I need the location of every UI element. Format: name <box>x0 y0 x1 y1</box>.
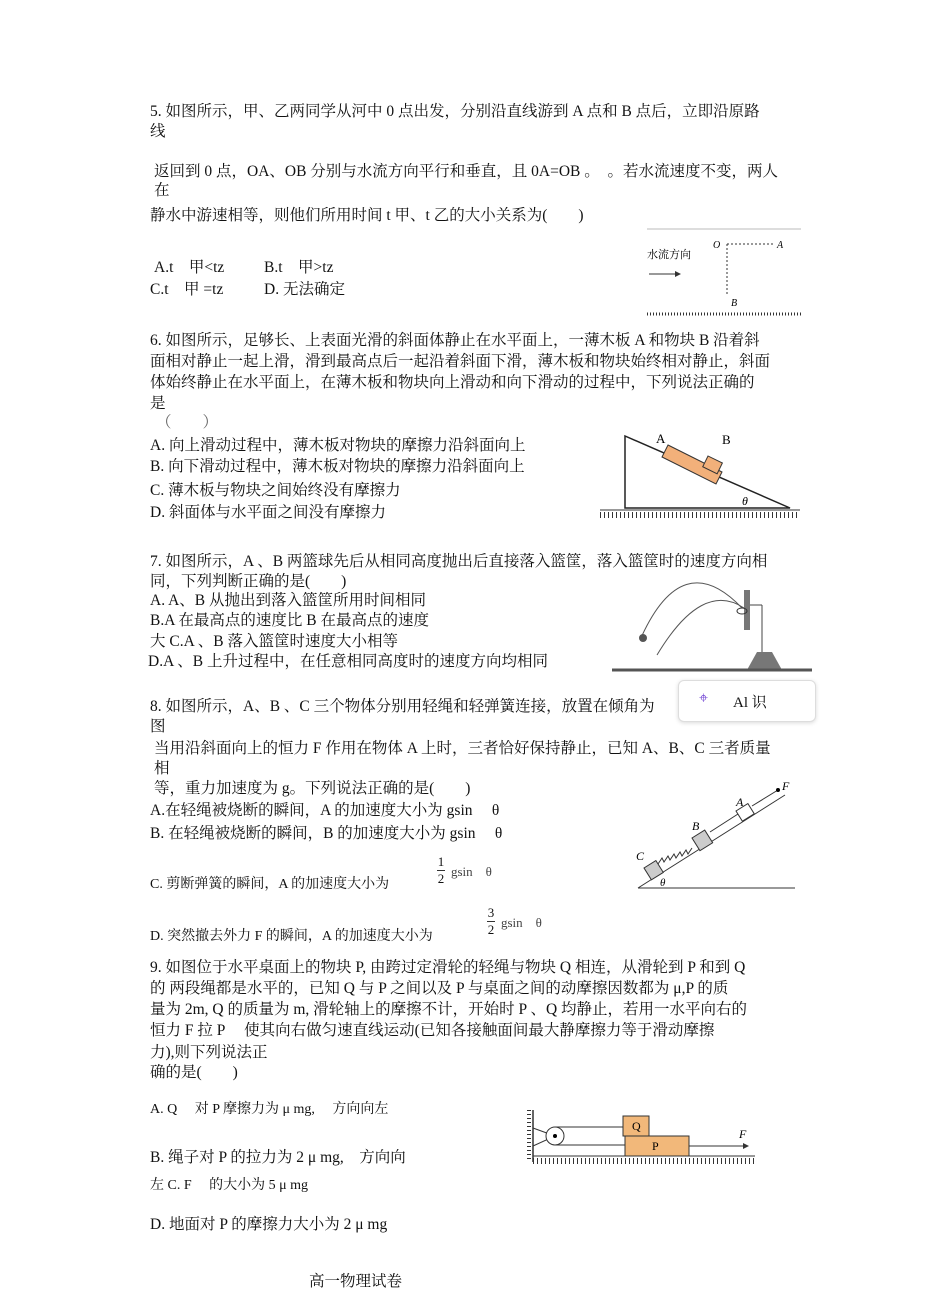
q5-option-a: A.t 甲<tz <box>154 259 225 276</box>
theta-label: θ <box>660 877 666 889</box>
q5-line: 5. 如图所示，甲、乙两同学从河中 0 点出发，分别沿直线游到 A 点和 B 点后，立即沿原路 <box>150 103 760 120</box>
q8-line: 当用沿斜面向上的恒力 F 作用在物体 A 上时，三者恰好保持静止，已知 A、B、C 三者质量 <box>154 740 771 757</box>
q9-option-c: 左 C. F 的大小为 5 μ mg <box>150 1178 309 1193</box>
force-f-label: F <box>739 1127 747 1141</box>
q9-line: 力),则下列说法正 <box>150 1044 268 1061</box>
q8-option-a: A.在轻绳被烧断的瞬间，A 的加速度大小为 gsin θ <box>150 802 500 819</box>
q8-option-b: B. 在轻绳被烧断的瞬间，B 的加速度大小为 gsin θ <box>150 825 503 842</box>
point-b-label: B <box>731 298 738 309</box>
q5-line: 返回到 0 点，OA、OB 分别与水流方向平行和垂直，且 0A=OB 。 。若水流速度不变，两人 <box>154 163 779 180</box>
spring-incline-figure <box>630 780 800 890</box>
block-q-label: Q <box>632 1119 641 1133</box>
point-a-label: A <box>777 240 784 251</box>
q6-option-b: B. 向下滑动过程中，薄木板对物块的摩擦力沿斜面向上 <box>150 458 525 475</box>
incline-figure <box>600 428 800 520</box>
q8-fraction-d <box>487 906 495 937</box>
force-f-label: F <box>782 780 790 793</box>
q9-option-a: A. Q 对 P 摩擦力为 μ mg, 方向向左 <box>150 1102 389 1117</box>
q7-option-c: 大 C.A 、B 落入篮筐时速度大小相等 <box>150 633 399 650</box>
q9-line: 9. 如图位于水平桌面上的物块 P, 由跨过定滑轮的轻绳与物块 Q 相连，从滑轮到 P 和到 Q <box>150 959 746 976</box>
q8-line: 图 <box>150 718 166 735</box>
pulley-figure <box>525 1108 765 1170</box>
q6-line: 6. 如图所示，足够长、上表面光滑的斜面体静止在水平面上，一薄木板 A 和物块 B 沿着斜 <box>150 332 760 349</box>
q9-option-d: D. 地面对 P 的摩擦力大小为 2 μ mg <box>150 1216 388 1233</box>
q5-option-d: D. 无法确定 <box>264 281 345 298</box>
q7-line: 同，下列判断正确的是( ) <box>150 573 347 590</box>
force-arrow-icon <box>743 1143 749 1149</box>
q5-line: 线 <box>150 123 166 140</box>
q7-line: 7. 如图所示，A 、B 两篮球先后从相同高度抛出后直接落入篮筐，落入篮筐时的速度方向相 <box>150 553 768 570</box>
q5-line: 在 <box>154 182 170 199</box>
basketball-icon <box>639 634 647 642</box>
block-p-label: P <box>652 1139 659 1153</box>
q9-line: 量为 2m, Q 的质量为 m, 滑轮轴上的摩擦不计，开始时 P 、Q 均静止，若用一水平向右的 <box>150 1001 748 1018</box>
q7-option-b: B.A 在最高点的速度比 B 在最高点的速度 <box>150 612 430 629</box>
q8-line: 8. 如图所示，A、B 、C 三个物体分别用轻绳和轻弹簧连接，放置在倾角为 <box>150 698 655 715</box>
q6-line: 体始终静止在水平面上，在薄木板和物块向上滑动和向下滑动的过程中，下列说法正确的 <box>150 374 755 391</box>
q8-fraction-c <box>437 855 445 886</box>
theta-label: θ <box>742 494 748 508</box>
q6-line: 面相对静止一起上滑，滑到最高点后一起沿着斜面下滑，薄木板和物块始终相对静止，斜面 <box>150 353 771 370</box>
block-c-label: C <box>636 849 645 863</box>
q6-line: 是 <box>150 395 166 412</box>
q7-option-a: A. A、B 从抛出到落入篮筐所用时间相同 <box>150 592 426 609</box>
point-o-label: O <box>713 240 721 251</box>
flow-arrow-icon <box>675 271 681 277</box>
footer: 高一物理试卷 <box>309 1273 403 1290</box>
q5-option-b: B.t 甲>tz <box>264 259 334 276</box>
numerator: 1 <box>437 854 445 869</box>
river-figure <box>645 228 803 320</box>
block-a-label: A <box>736 795 744 809</box>
block-b-label: B <box>722 432 731 447</box>
q6-answer-blank: （ ） <box>156 414 219 431</box>
block-b-label: B <box>692 819 700 833</box>
q8-line: 相 <box>154 760 170 777</box>
q8-option-d: D. 突然撤去外力 F 的瞬间，A 的加速度大小为 <box>150 929 433 944</box>
ai-recognize-button[interactable] <box>678 680 816 722</box>
q5-line: 静水中游速相等，则他们所用时间 t 甲、t 乙的大小关系为( ) <box>150 207 584 224</box>
q9-option-b: B. 绳子对 P 的拉力为 2 μ mg, 方向向 <box>150 1149 406 1166</box>
ai-badge-label: Al 识 <box>733 695 767 711</box>
q9-line: 的 两段绳都是水平的，已知 Q 与 P 之间以及 P 与桌面之间的动摩擦因数都为 μ,P 的质 <box>150 980 729 997</box>
denominator: 2 <box>437 871 445 886</box>
ai-scan-icon: ⌖ <box>699 690 709 707</box>
q8-frac-c-tail: gsin θ <box>451 864 492 879</box>
flow-label: 水流方向 <box>647 249 691 261</box>
q5-option-c: C.t 甲 =tz <box>150 281 224 298</box>
q9-line: 恒力 F 拉 P 使其向右做匀速直线运动(已知各接触面间最大静摩擦力等于滑动摩擦 <box>150 1022 715 1039</box>
q9-line: 确的是( ) <box>150 1064 238 1081</box>
q6-option-c: C. 薄木板与物块之间始终没有摩擦力 <box>150 482 401 499</box>
q8-line: 等，重力加速度为 g。下列说法正确的是( ) <box>154 780 471 797</box>
q6-option-d: D. 斜面体与水平面之间没有摩擦力 <box>150 504 386 521</box>
basketball-figure <box>612 570 812 675</box>
q6-option-a: A. 向上滑动过程中，薄木板对物块的摩擦力沿斜面向上 <box>150 437 526 454</box>
q7-option-d: D.A 、B 上升过程中，在任意相同高度时的速度方向均相同 <box>148 653 548 670</box>
q8-frac-d-tail: gsin θ <box>501 915 542 930</box>
q8-option-c: C. 剪断弹簧的瞬间，A 的加速度大小为 <box>150 877 390 892</box>
board-a-label: A <box>656 431 666 446</box>
numerator: 3 <box>487 905 495 920</box>
denominator: 2 <box>487 922 495 937</box>
